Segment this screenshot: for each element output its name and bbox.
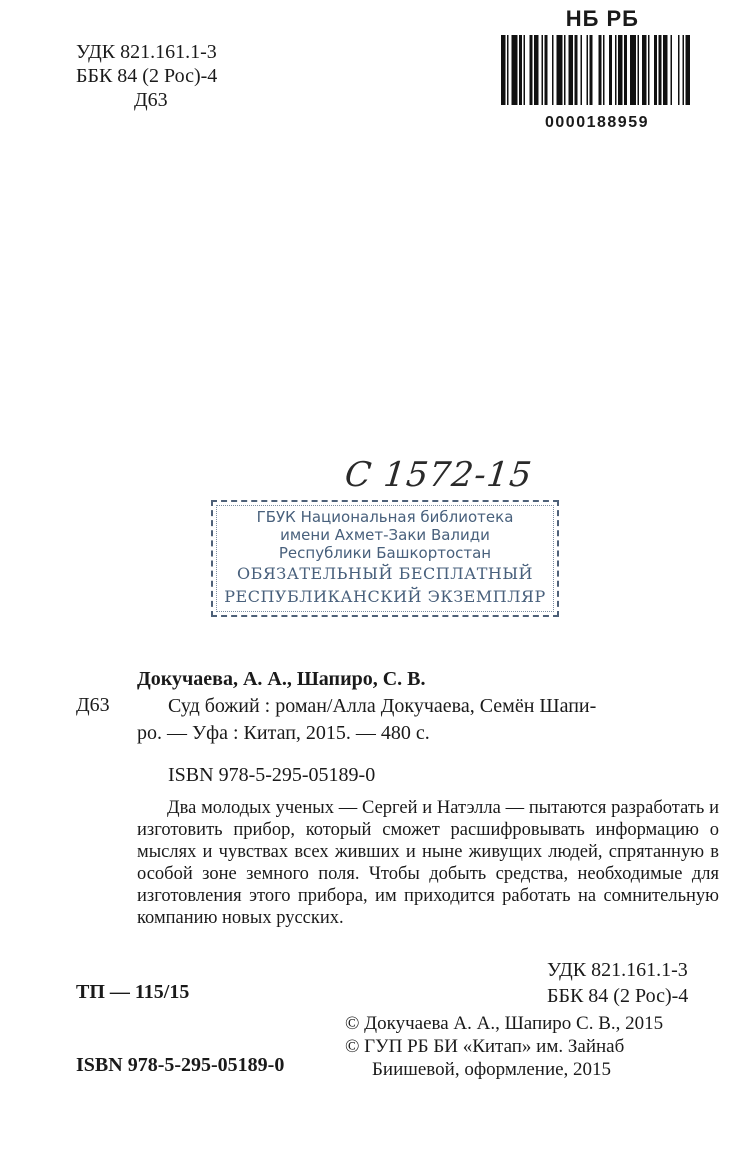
- copyright-authors: © Докучаева А. А., Шапиро С. В., 2015: [345, 1013, 664, 1034]
- stamp-line: имени Ахмет-Заки Валиди: [280, 526, 490, 544]
- barcode-bar: [552, 35, 554, 105]
- barcode-bar: [501, 35, 506, 105]
- bottom-udk: УДК 821.161.1-3: [547, 959, 688, 981]
- barcode-bar: [530, 35, 533, 105]
- record-imprint-line: ро. — Уфа : Китап, 2015. — 480 с.: [137, 722, 430, 744]
- barcode-bar: [545, 35, 548, 105]
- annotation: [137, 797, 719, 929]
- barcode-bar: [524, 35, 526, 105]
- bbk-code: ББК 84 (2 Рос)-4: [76, 65, 218, 87]
- barcode-number: 0000188959: [545, 114, 649, 131]
- library-stamp: [211, 500, 559, 617]
- record-isbn: ISBN 978-5-295-05189-0: [168, 764, 376, 786]
- barcode-bar: [599, 35, 602, 105]
- barcode-bar: [609, 35, 612, 105]
- barcode-bar: [519, 35, 522, 105]
- record-authors: Докучаева, А. А., Шапиро, С. В.: [137, 668, 426, 690]
- barcode-bars: [501, 35, 723, 105]
- barcode-bar: [671, 35, 673, 105]
- barcode-bar: [618, 35, 623, 105]
- copyright-publisher: © ГУП РБ БИ «Китап» им. Зайнаб: [345, 1036, 625, 1057]
- barcode-bar: [638, 35, 640, 105]
- barcode-bar: [557, 35, 563, 105]
- stamp-line: Республики Башкортостан: [278, 544, 492, 562]
- barcode-bar: [575, 35, 578, 105]
- barcode-bar: [581, 35, 583, 105]
- barcode-bar: [615, 35, 617, 105]
- copyright-publisher-cont: Биишевой, оформление, 2015: [372, 1059, 612, 1080]
- bottom-bbk: ББК 84 (2 Рос)-4: [547, 985, 689, 1007]
- barcode-bar: [507, 35, 509, 105]
- classification-codes: [76, 40, 217, 112]
- bottom-classification: [547, 957, 688, 1009]
- stamp-line: ГБУК Национальная библиотека: [256, 508, 514, 526]
- barcode-bar: [534, 35, 539, 105]
- barcode-bar: [654, 35, 657, 105]
- record-code: Д63: [76, 694, 110, 716]
- barcode-bar: [642, 35, 647, 105]
- bottom-isbn: ISBN 978-5-295-05189-0: [76, 1054, 285, 1076]
- record-title-line: Суд божий : роман/Алла Докучаева, Семён Шапи-: [168, 695, 597, 717]
- barcode-bar: [587, 35, 589, 105]
- tp-number: ТП — 115/15: [76, 981, 190, 1003]
- barcode-library-label: НБ РБ: [565, 6, 639, 31]
- annotation-text: Два молодых ученых — Сергей и Натэлла — пытаются разработать и изготовить прибор, который сможет расшифровывать информацию о мыслях и чувствах всех живших и ныне живущих людей, спрятанную в особой зоне земного поля. Чтобы добыть средства, необходимые для изготовления этого прибора, им приходится работать на сомнительную компанию новых русских.: [137, 798, 719, 928]
- udk-code: УДК 821.161.1-3: [76, 41, 217, 63]
- barcode-bar: [569, 35, 574, 105]
- barcode-bar: [512, 35, 518, 105]
- barcode-bar: [542, 35, 544, 105]
- barcode-bar: [590, 35, 593, 105]
- barcode-bar: [648, 35, 650, 105]
- barcode-bar: [663, 35, 668, 105]
- barcode-bar: [564, 35, 566, 105]
- stamp-line: РЕСПУБЛИКАНСКИЙ ЭКЗЕМПЛЯР: [224, 587, 546, 606]
- stamp-line: ОБЯЗАТЕЛЬНЫЙ БЕСПЛАТНЫЙ: [236, 564, 534, 583]
- barcode-bar: [659, 35, 662, 105]
- author-mark: Д63: [134, 89, 168, 111]
- barcode-bar: [624, 35, 627, 105]
- copyright-block: [345, 1012, 725, 1081]
- handwritten-inventory-mark: С 1572-15: [342, 455, 535, 495]
- barcode-bar: [678, 35, 680, 105]
- barcode-bar: [630, 35, 636, 105]
- bibliographic-record: [137, 666, 717, 747]
- barcode-bar: [686, 35, 691, 105]
- barcode-bar: [603, 35, 605, 105]
- barcode-bar: [683, 35, 685, 105]
